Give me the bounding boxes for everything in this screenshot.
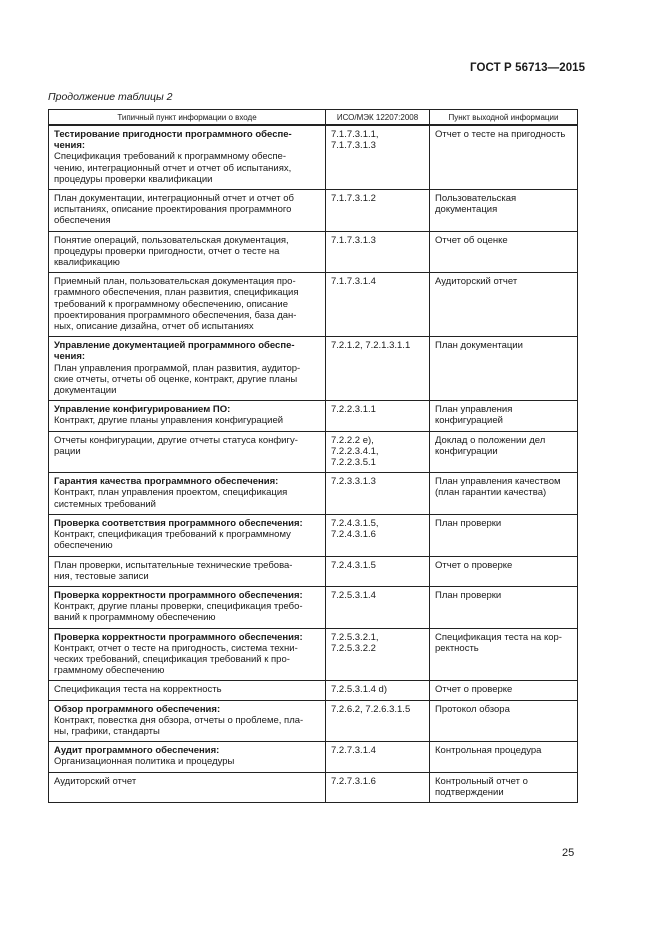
process-title: Обзор программного обеспечения: [54,703,221,715]
standard-reference-cell: 7.1.7.3.1.4 [326,273,430,337]
standard-reference-cell: 7.2.4.3.1.5 [326,556,430,586]
standard-reference-cell: 7.2.5.3.1.4 [326,586,430,628]
output-info-cell: Доклад о положении дел конфигурации [430,431,578,473]
table-row [49,514,578,556]
process-title: Управление конфигурированием ПО: [54,404,231,416]
input-info-text: Приемный план, пользовательская документация про- граммного обеспечения, план развития, спецификация требований к программному обеспечению, описание проектирования программного обеспечения, база дан- ных, описание дизайна, отчет об испытаниях [54,276,299,333]
input-info-cell [49,125,326,190]
process-title: Проверка соответствия программного обеспечения: [54,517,303,529]
output-info-cell: Пользовательская документация [430,190,578,232]
input-info-cell [49,700,326,742]
input-info-cell [49,190,326,232]
table-row [49,125,578,190]
table-row [49,231,578,273]
output-info-cell: Контрольная процедура [430,742,578,772]
table-row [49,273,578,337]
input-info-cell [49,556,326,586]
input-info-text: Контракт, план управления проектом, спецификация системных требований [54,487,288,510]
output-info-cell: План проверки [430,514,578,556]
process-title: Гарантия качества программного обеспечения: [54,476,279,488]
input-info-text: Спецификация требований к программному обеспе- чению, интеграционный отчет и отчет об испытаниях, процедуры проверки квалификации [54,151,292,185]
table-row [49,742,578,772]
input-info-text: Контракт, другие планы управления конфигурацией [54,415,284,427]
standard-reference-cell: 7.2.7.3.1.4 [326,742,430,772]
input-info-text: Понятие операций, пользовательская документация, процедуры проверки пригодности, отчет о тесте на квалификацию [54,234,289,269]
input-info-cell [49,681,326,700]
table-row [49,772,578,802]
table-row [49,628,578,681]
input-info-cell [49,231,326,273]
input-info-cell [49,742,326,772]
input-info-text: План проверки, испытательные технические требова- ния, тестовые записи [54,559,293,582]
input-info-text: План документации, интеграционный отчет и отчет об испытаниях, описание проектирования программного обеспечения [54,193,294,227]
page-number: 25 [562,847,575,859]
standard-reference-cell: 7.2.6.2, 7.2.6.3.1.5 [326,700,430,742]
input-info-cell [49,401,326,431]
table-body [49,125,578,802]
table-caption: Продолжение таблицы 2 [48,91,173,103]
input-info-text: Контракт, отчет о тесте на пригодность, система техни- ческих требований, спецификация требований к про- граммному обеспечению [54,642,298,677]
column-header-output: Пункт выходной информации [430,110,578,126]
output-info-cell: Отчет о проверке [430,681,578,700]
input-info-text: План управления программой, план развития, аудитор- ские отчеты, отчеты об оценке, контракт, другие планы документации [54,362,301,397]
standard-reference-cell: 7.2.2.3.1.1 [326,401,430,431]
table-row [49,473,578,515]
input-info-cell [49,586,326,628]
input-info-cell [49,514,326,556]
process-title: Проверка корректности программного обеспечения: [54,589,303,601]
input-info-text: Организационная политика и процедуры [54,756,235,768]
input-info-cell [49,772,326,802]
output-info-cell: Контрольный отчет о подтверждении [430,772,578,802]
table-row [49,700,578,742]
input-info-text: Контракт, другие планы проверки, спецификация требо- ваний к программному обеспечению [54,601,303,624]
output-info-cell: План управления конфигурацией [430,401,578,431]
process-title: Проверка корректности программного обеспечения: [54,631,303,643]
table-row [49,681,578,700]
output-info-cell: План проверки [430,586,578,628]
standard-reference-cell: 7.1.7.3.1.1, 7.1.7.3.1.3 [326,125,430,190]
output-info-cell: Аудиторский отчет [430,273,578,337]
table-header-row [49,110,578,126]
standard-reference-cell: 7.1.7.3.1.2 [326,190,430,232]
process-title: Тестирование пригодности программного обеспе- чения: [54,129,292,152]
input-info-cell [49,273,326,337]
table-row [49,190,578,232]
table-row [49,556,578,586]
input-info-cell [49,337,326,401]
input-info-cell [49,431,326,473]
standard-reference-cell: 7.2.3.3.1.3 [326,473,430,515]
input-info-text: Аудиторский отчет [54,775,137,787]
output-info-cell: Спецификация теста на кор- ректность [430,628,578,681]
output-info-cell: Отчет о проверке [430,556,578,586]
standard-reference-cell: 7.2.1.2, 7.2.1.3.1.1 [326,337,430,401]
output-info-cell: План документации [430,337,578,401]
standard-reference-cell: 7.2.5.3.2.1, 7.2.5.3.2.2 [326,628,430,681]
table-row [49,337,578,401]
output-info-cell: Протокол обзора [430,700,578,742]
output-info-cell: Отчет об оценке [430,231,578,273]
process-title: Управление документацией программного обеспе- чения: [54,340,295,363]
output-info-cell: Отчет о тесте на пригодность [430,125,578,190]
standards-table [48,109,578,803]
column-header-standard: ИСО/МЭК 12207:2008 [326,110,430,126]
process-title: Аудит программного обеспечения: [54,745,220,757]
standard-reference-cell: 7.2.5.3.1.4 d) [326,681,430,700]
input-info-text: Отчеты конфигурации, другие отчеты статуса конфигу- рации [54,434,298,457]
input-info-text: Спецификация теста на корректность [54,684,222,696]
table-row [49,401,578,431]
table-row [49,586,578,628]
output-info-cell: План управления качеством (план гарантии качества) [430,473,578,515]
input-info-text: Контракт, спецификация требований к программному обеспечению [54,529,291,552]
standard-reference-cell: 7.2.2.2 е), 7.2.2.3.4.1, 7.2.2.3.5.1 [326,431,430,473]
column-header-input: Типичный пункт информации о входе [49,110,326,126]
input-info-cell [49,628,326,681]
standard-designation: ГОСТ Р 56713—2015 [470,62,586,74]
table-row [49,431,578,473]
input-info-cell [49,473,326,515]
input-info-text: Контракт, повестка дня обзора, отчеты о проблеме, пла- ны, графики, стандарты [54,714,304,737]
standard-reference-cell: 7.2.4.3.1.5, 7.2.4.3.1.6 [326,514,430,556]
standard-reference-cell: 7.1.7.3.1.3 [326,231,430,273]
standard-reference-cell: 7.2.7.3.1.6 [326,772,430,802]
